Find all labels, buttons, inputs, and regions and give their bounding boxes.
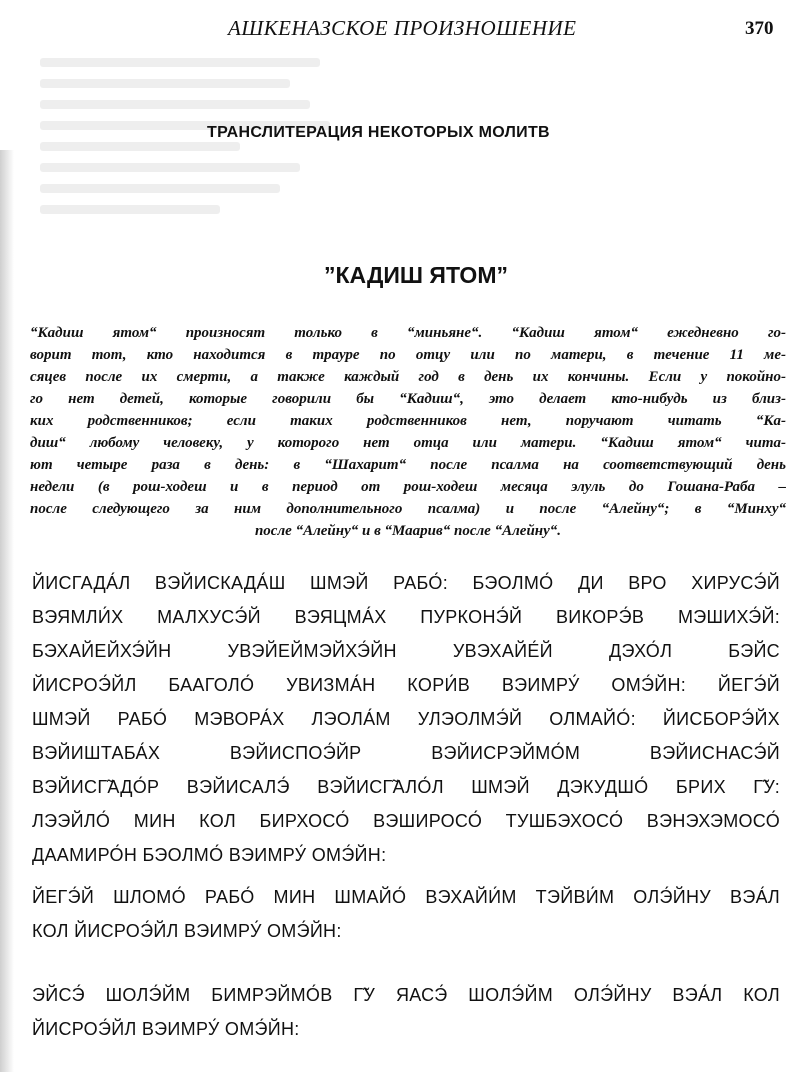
translit-line: ШМЭЙ РАБО́ МЭВОРА́Х ЛЭОЛА́М УЛЭОЛМЭ́Й ОЛМАЙО́: ЙИСБОРЭ́ЙХ [32,709,780,729]
intro-line: диш“ любому человеку, у которого нет отца или матери. “Кадиш ятом“ чита- [30,435,786,451]
intro-line: недели (в рош-ходеш и в период от рош-ходеш месяца элуль до Гошана-Раба – [30,479,786,495]
translit-line: ВЭЙИСГ̃АДО́Р ВЭЙИСАЛЭ́ ВЭЙИСГ̃АЛО́Л ШМЭЙ ДЭКУДШО́ БРИХ Г̃У: [32,777,780,797]
intro-line: после следующего за ним дополнительного псалма) и после “Алейну“; в “Минху“ [30,501,786,517]
intro-line: после “Алейну“ и в “Маарив“ после “Алейну“. [254,523,562,539]
intro-line: ворит тот, кто находится в трауре по отцу или по матери, в течение 11 ме- [30,347,786,363]
section-title: ТРАНСЛИТЕРАЦИЯ НЕКОТОРЫХ МОЛИТВ [207,124,550,141]
page-number: 370 [745,18,774,39]
intro-line: ют четыре раза в день: в “Шахарит“ после псалма на соответствующий день [30,457,786,473]
translit-line: БЭХАЙЕЙХЭ́ЙН УВЭЙЕЙМЭЙХЭ́ЙН УВЭХАЙЕ́Й ДЭХО́Л БЭЙС [32,641,780,661]
intro-paragraph [30,322,786,542]
binding-shadow [0,150,14,1072]
translit-line: ЙИСГАДА́Л ВЭЙИСКАДА́Ш ШМЭЙ РАБО́: БЭОЛМО́ ДИ ВРО ХИРУСЭ́Й [32,573,780,593]
translit-line: ЛЭЭЙЛО́ МИН КОЛ БИРХОСО́ ВЭШИРОСО́ ТУШБЭХОСО́ ВЭНЭХЭМОСО́ [32,811,780,831]
intro-line: го нет детей, которые говорили бы “Кадиш“, это делает кто-нибудь из близ- [30,391,786,407]
kaddish-paragraph-3 [32,978,780,1046]
intro-line: ких родственников; если таких родственников нет, поручают читать “Ка- [30,413,786,429]
translit-line: ВЭЯМЛИ́Х МАЛХУСЭ́Й ВЭЯЦМА́Х ПУРКОНЭ́Й ВИКОРЭ́В МЭШИХЭ́Й: [32,607,780,627]
translit-line: ДААМИРО́Н БЭОЛМО́ ВЭИМРУ́ ОМЭ́ЙН: [32,845,387,865]
prayer-title: ”КАДИШ ЯТОМ” [324,262,508,288]
bleed-through-text [40,58,340,258]
translit-line: ЙИСРОЭ́ЙЛ БААГОЛО́ УВИЗМА́Н КОРИ́В ВЭИМРУ́ ОМЭ́ЙН: ЙЕГЭ́Й [32,675,780,695]
translit-line: ВЭЙИШТАБА́Х ВЭЙИСПОЭ́ЙР ВЭЙИСРЭЙМО́М ВЭЙИСНАСЭ́Й [32,743,780,763]
translit-line: КОЛ ЙИСРОЭ́ЙЛ ВЭИМРУ́ ОМЭ́ЙН: [32,921,342,941]
intro-line: “Кадиш ятом“ произносят только в “миньяне“. “Кадиш ятом“ ежедневно го- [30,325,786,341]
translit-line: ЙЕГЭ́Й ШЛОМО́ РАБО́ МИН ШМАЙО́ ВЭХАЙИ́М ТЭЙВИ́М ОЛЭ́ЙНУ ВЭА́Л [32,887,780,907]
intro-line: сяцев после их смерти, а также каждый год в день их кончины. Если у покойно- [30,369,786,385]
kaddish-paragraph-2 [32,880,780,948]
translit-line: ЙИСРОЭ́ЙЛ ВЭИМРУ́ ОМЭ́ЙН: [32,1019,300,1039]
running-title: АШКЕНАЗСКОЕ ПРОИЗНОШЕНИЕ [228,16,577,40]
translit-line: ЭЙСЭ́ ШОЛЭ́ЙМ БИМРЭЙМО́В Г̃У ЯАСЭ́ ШОЛЭ́ЙМ ОЛЭ́ЙНУ ВЭА́Л КОЛ [32,985,780,1005]
kaddish-paragraph-1 [32,566,780,872]
